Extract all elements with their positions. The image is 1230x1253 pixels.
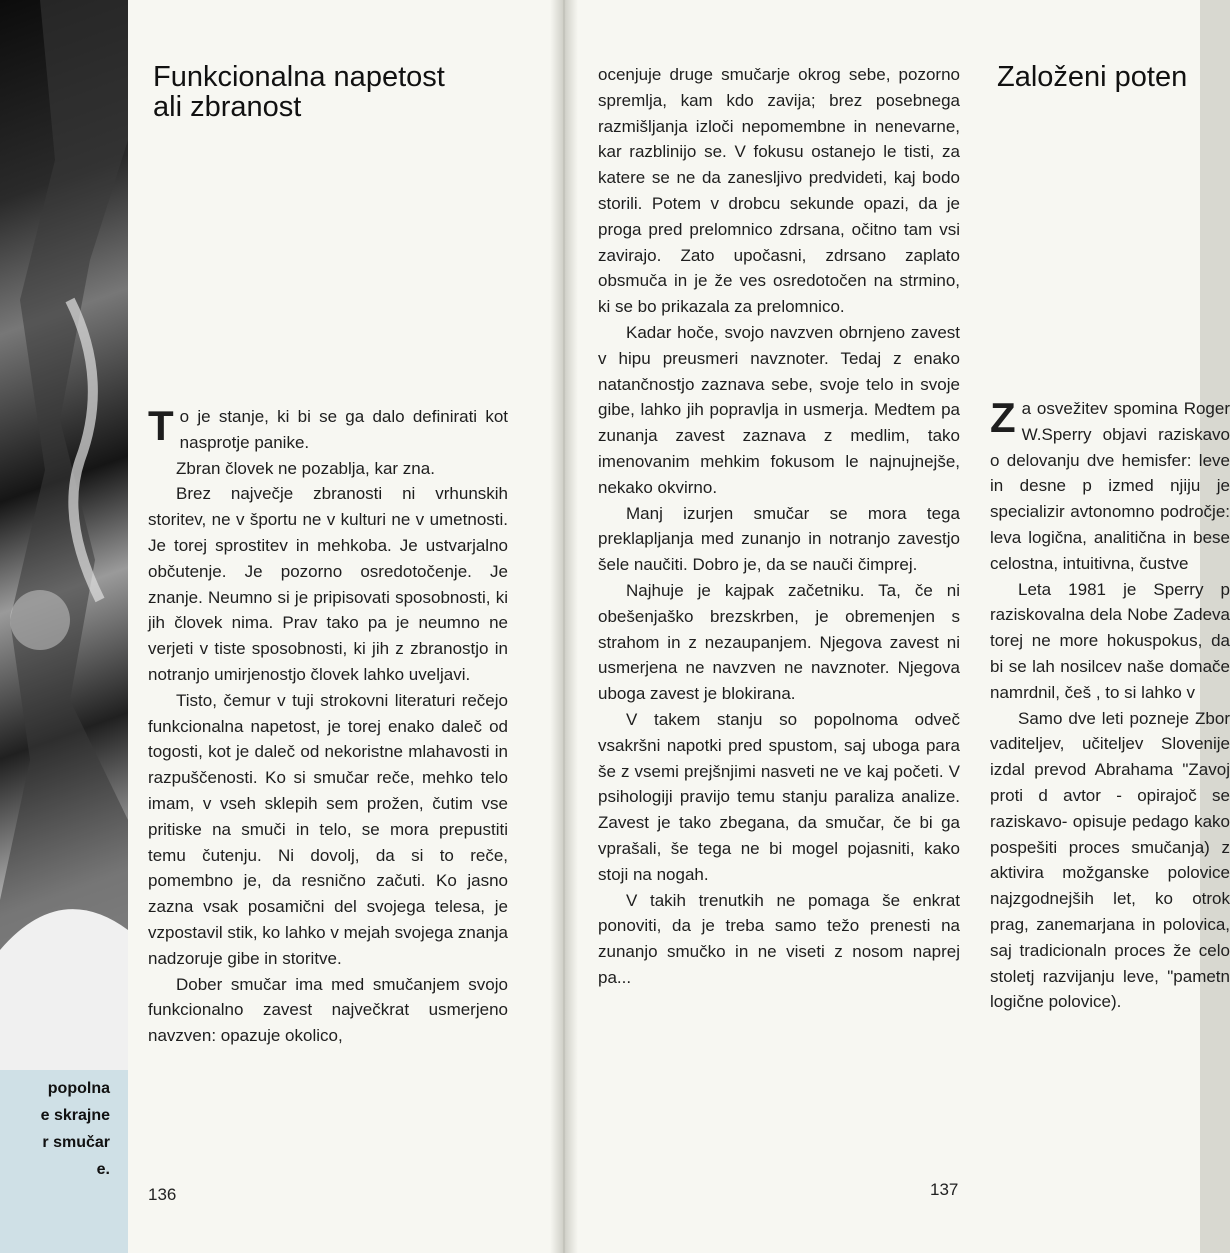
paragraph: Kadar hoče, svojo navzven obrnjeno zavest v hipu preusmeri navznoter. Tedaj z enako natančnostjo zaznava sebe, svoje telo in svoje gibe, lahko jih popravlja in usmerja. Medtem pa zunanja zavest zaznava z medlim, tako imenovanim mehkim fokusom le najnujnejše, nekako okvirno. — [598, 322, 960, 497]
paragraph: Brez največje zbranosti ni vrhunskih storitev, ne v športu ne v kulturi ne v umetnosti. Je torej sprostitev in mehkoba. Je ustvarjalno občutenje. Je pozorno osredotočenje. Je znanje. Neumno si je pripisovati sposobnosti, ki jih človek nima. Prav tako pa je neumno ne verjeti v tiste sposobnosti, ki jih z zbranostjo in notranjo umirjenostjo človek lahko uveljavi. — [148, 484, 508, 684]
paragraph — [990, 396, 1230, 577]
middle-text-column — [598, 62, 960, 991]
right-column-clip — [990, 0, 1230, 1253]
section-heading: Založeni poten — [997, 61, 1188, 93]
heading-line: Funkcionalna napetost — [153, 61, 445, 93]
page-number-right: 137 — [930, 1180, 959, 1199]
caption-line: popolna — [47, 1080, 110, 1097]
page-number-left: 136 — [148, 1185, 177, 1204]
paragraph-text: o je stanje, ki bi se ga dalo definirati kot nasprotje panike. — [179, 407, 508, 452]
skier-photo — [0, 0, 128, 1070]
paragraph: V takem stanju so popolnoma odveč vsakršni napotki pred spustom, saj uboga para še z vsemi prejšnjimi nasveti ne ve kaj početi. V psihologiji pravijo temu stanju paraliza analize. Zavest je tako zbegana, da smučar, če bi ga vprašali, še tega ne bi mogel pojasniti, kako stoji na nogah. — [598, 709, 960, 884]
chapter-heading — [153, 62, 445, 122]
caption-line: e skrajne — [40, 1107, 110, 1124]
heading-line: ali zbranost — [153, 91, 302, 123]
paragraph: ocenjuje druge smučarje okrog sebe, pozorno spremlja, kam kdo zavija; brez posebnega razmišljanja izloči nepomembne in nenevarne, kar razblinijo se. V fokusu ostanejo le tisti, za katere se ne da zanesljivo predvideti, kaj bodo storili. Potem v drobcu sekunde opazi, da je proga pred prelomnico zdrsana, očitno tam vsi zavirajo. Zato upočasni, zdrsano zaplato obsmuča in je že ves osredotočen na strmino, ki se bo prikazala za prelomnico. — [598, 65, 960, 317]
paragraph: Leta 1981 je Sperry p raziskovalna dela Nobe Zadeva torej ne more hokuspokus, da bi se lah nosilcev naše domače namrdnil, češ , to si lahko v — [990, 579, 1230, 702]
caption-line: e. — [96, 1161, 110, 1178]
left-text-column — [148, 404, 508, 1049]
paragraph: Zbran človek ne pozablja, kar zna. — [176, 458, 435, 478]
right-text-column — [990, 396, 1230, 1015]
paragraph-text: a osvežitev spomina Roger W.Sperry objavi raziskavo o delovanju dve hemisfer: leve in desne p izmed njiju je specializir avtonomno področje: leva logična, analitična in bese celostna, intuitivna, čustve — [990, 399, 1230, 573]
paragraph: Tisto, čemur v tuji strokovni literaturi rečejo funkcionalna napetost, je torej enako daleč od togosti, kot je daleč od nekoristne mlahavosti in razpuščenosti. Ko si smučar reče, mehko telo imam, v vseh sklepih sem prožen, čutim vse pritiske na smuči in telo, se mora prepustiti temu čutenju. Ni dovolj, da si to reče, pomembno je, da resnično začuti. Ko jasno zazna vsak posamični del svojega telesa, je vzpostavil stik, ko lahko v mejah svojega znanja nadzoruje gibe in storitve. — [148, 690, 509, 968]
dropcap: Z — [990, 394, 1016, 441]
paragraph: Najhuje je kajpak začetniku. Ta, če ni obešenjaško brezskrben, je obremenjen s strahom in z nezaupanjem. Njegova zavest ni usmerjena ne navzven ne navznoter. Njegova uboga zavest je blokirana. — [598, 580, 960, 704]
paragraph: Manj izurjen smučar se mora tega preklapljanja med zunanjo in notranjo zavestjo šele naučiti. Dobro je, da se nauči čimprej. — [598, 503, 960, 575]
paragraph: V takih trenutkih ne pomaga še enkrat ponoviti, da je treba samo težo prenesti na zunanjo smučko in ne viseti z nosom naprej pa... — [598, 890, 960, 987]
dropcap: T — [148, 402, 174, 449]
paragraph: Samo dve leti pozneje Zbor vaditeljev, učiteljev Slovenije izdal prevod Abrahama "Zavoj proti d avtor - opirajoč se raziskavo- opisuje pedago kako pospešiti proces smučanja) z aktivira možganske polovice najzgodnejših let, ko otrok prag, zanemarjana in polovica, saj tradicionaln proces že celo stoletj razvijanju leve, "pametn logične polovice). — [990, 708, 1230, 1012]
paragraph — [148, 404, 508, 456]
book-gutter — [550, 0, 578, 1253]
paragraph: Dober smučar ima med smučanjem svojo funkcionalno zavest največkrat usmerjeno navzven: opazuje okolico, — [148, 974, 508, 1046]
photo-texture — [0, 0, 128, 1070]
caption-line: r smučar — [42, 1134, 110, 1151]
photo-caption — [0, 1075, 110, 1183]
